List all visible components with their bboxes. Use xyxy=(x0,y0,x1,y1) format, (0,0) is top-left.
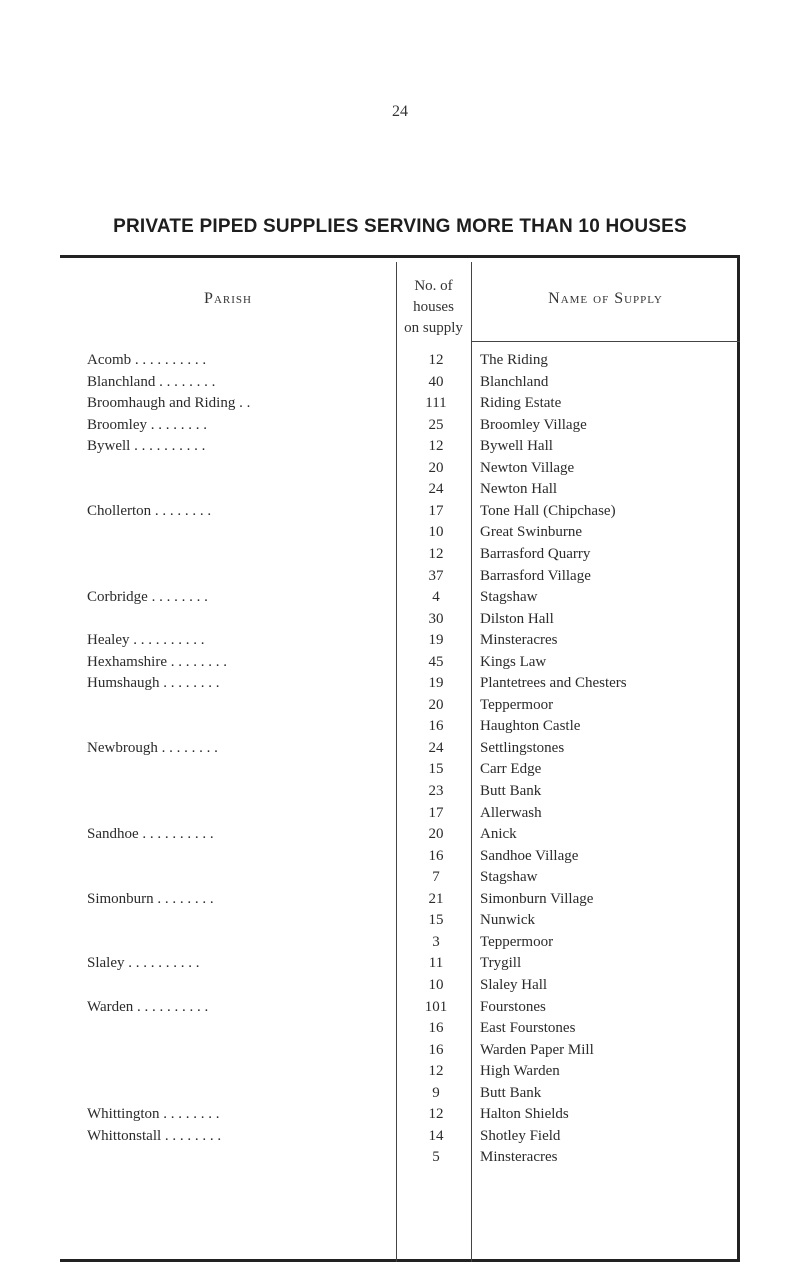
supply-cell: Butt Bank xyxy=(480,1084,542,1101)
houses-cell: 111 xyxy=(425,395,447,412)
supply-cell: Dilston Hall xyxy=(480,610,554,627)
table-row xyxy=(60,953,740,975)
supply-cell: Carr Edge xyxy=(480,761,542,778)
supply-cell: Warden Paper Mill xyxy=(480,1041,594,1058)
supply-cell: Tone Hall (Chipchase) xyxy=(480,502,616,519)
houses-cell: 16 xyxy=(428,1041,444,1058)
supply-cell: Stagshaw xyxy=(480,589,538,606)
houses-cell: 15 xyxy=(428,761,444,778)
parish-cell: Acomb . . . . . . . . . . xyxy=(87,352,207,368)
houses-cell: 7 xyxy=(432,869,440,886)
supply-cell: Sandhoe Village xyxy=(480,847,579,864)
houses-cell: 25 xyxy=(428,416,444,433)
table-row xyxy=(60,781,740,803)
supply-cell: East Fourstones xyxy=(480,1020,576,1037)
supply-cell: The Riding xyxy=(480,352,548,368)
supply-cell: Plantetrees and Chesters xyxy=(480,675,627,692)
parish-cell: Bywell . . . . . . . . . . xyxy=(87,438,206,455)
header-parish: Parish xyxy=(204,290,252,307)
houses-cell: 20 xyxy=(428,459,444,476)
houses-cell: 15 xyxy=(428,912,444,929)
parish-cell: Slaley . . . . . . . . . . xyxy=(87,955,200,972)
table-row xyxy=(60,673,740,695)
houses-cell: 4 xyxy=(432,589,440,606)
parish-cell: Simonburn . . . . . . . . xyxy=(87,890,214,907)
parish-cell: Humshaugh . . . . . . . . xyxy=(87,675,220,692)
table-row xyxy=(60,372,740,394)
table-row xyxy=(60,716,740,738)
table-row xyxy=(60,1061,740,1083)
houses-cell: 16 xyxy=(428,718,444,735)
houses-cell: 10 xyxy=(428,524,444,541)
houses-cell: 12 xyxy=(428,1063,444,1080)
houses-cell: 19 xyxy=(428,675,444,692)
table-row xyxy=(60,824,740,846)
houses-cell: 16 xyxy=(428,847,444,864)
supply-cell: Settlingstones xyxy=(480,739,565,756)
houses-cell: 3 xyxy=(432,933,440,950)
supply-cell: Barrasford Quarry xyxy=(480,545,591,562)
table-row xyxy=(60,932,740,954)
supply-cell: Anick xyxy=(480,826,517,843)
supply-cell: Newton Village xyxy=(480,459,575,476)
houses-cell: 21 xyxy=(428,890,444,907)
parish-cell: Whittonstall . . . . . . . . xyxy=(87,1127,222,1144)
supply-cell: Nunwick xyxy=(480,912,535,929)
parish-cell: Corbridge . . . . . . . . xyxy=(87,589,208,606)
table-row xyxy=(60,479,740,501)
table-row xyxy=(60,566,740,588)
supply-cell: Halton Shields xyxy=(480,1106,569,1123)
parish-cell: Healey . . . . . . . . . . xyxy=(87,632,205,649)
table-row xyxy=(60,695,740,717)
table-row xyxy=(60,1018,740,1040)
table-row xyxy=(60,1083,740,1105)
supply-cell: Great Swinburne xyxy=(480,524,583,541)
table-row xyxy=(60,1040,740,1062)
parish-cell: Newbrough . . . . . . . . xyxy=(87,739,218,756)
supply-cell: Newton Hall xyxy=(480,481,558,498)
table-row xyxy=(60,846,740,868)
table-row xyxy=(60,803,740,825)
supply-cell: Barrasford Village xyxy=(480,567,591,584)
supply-cell: Trygill xyxy=(480,955,522,972)
header-houses-line3: on supply xyxy=(404,320,463,336)
houses-cell: 20 xyxy=(428,826,444,843)
table-row xyxy=(60,1104,740,1126)
supply-cell: Shotley Field xyxy=(480,1127,561,1144)
parish-cell: Broomhaugh and Riding . . xyxy=(87,395,251,412)
supply-cell: Butt Bank xyxy=(480,783,542,799)
houses-cell: 16 xyxy=(428,1020,444,1037)
supply-cell: Minsteracres xyxy=(480,632,558,649)
houses-cell: 5 xyxy=(432,1149,440,1166)
houses-cell: 12 xyxy=(428,352,444,368)
header-houses xyxy=(396,276,471,339)
page-number: 24 xyxy=(392,103,408,120)
houses-cell: 9 xyxy=(432,1084,440,1101)
supply-cell: Allerwash xyxy=(480,804,542,821)
table-row xyxy=(60,1147,740,1169)
supply-cell: Haughton Castle xyxy=(480,718,581,735)
houses-cell: 12 xyxy=(428,1106,444,1123)
table-row xyxy=(60,415,740,437)
houses-cell: 11 xyxy=(428,955,444,972)
table-row xyxy=(60,910,740,932)
table-row xyxy=(60,867,740,889)
houses-cell: 37 xyxy=(428,567,444,584)
table-row xyxy=(60,975,740,997)
table-row xyxy=(60,393,740,415)
supply-cell: Kings Law xyxy=(480,653,547,670)
table-row xyxy=(60,1126,740,1148)
table-row xyxy=(60,522,740,544)
page-title: PRIVATE PIPED SUPPLIES SERVING MORE THAN 10 HOUSES xyxy=(113,216,687,237)
supply-cell: Stagshaw xyxy=(480,869,538,886)
houses-cell: 20 xyxy=(428,696,444,713)
supply-cell: Blanchland xyxy=(480,373,549,390)
supply-cell: Teppermoor xyxy=(480,696,554,713)
houses-cell: 40 xyxy=(428,373,444,390)
houses-cell: 101 xyxy=(424,998,448,1015)
parish-cell: Whittington . . . . . . . . xyxy=(87,1106,220,1123)
houses-cell: 23 xyxy=(428,783,444,799)
houses-cell: 24 xyxy=(428,739,444,756)
houses-cell: 12 xyxy=(428,545,444,562)
supply-cell: Slaley Hall xyxy=(480,976,548,993)
header-underline xyxy=(471,341,740,342)
parish-cell: Sandhoe . . . . . . . . . . xyxy=(87,826,214,843)
table-row xyxy=(60,501,740,523)
supply-cell: Broomley Village xyxy=(480,416,587,433)
houses-cell: 17 xyxy=(428,502,444,519)
table-row xyxy=(60,436,740,458)
table-row xyxy=(60,609,740,631)
houses-cell: 10 xyxy=(428,976,444,993)
houses-cell: 14 xyxy=(428,1127,444,1144)
houses-cell: 12 xyxy=(428,438,444,455)
houses-cell: 30 xyxy=(428,610,444,627)
header-supply: Name of Supply xyxy=(548,290,663,307)
supply-cell: High Warden xyxy=(480,1063,560,1080)
parish-cell: Warden . . . . . . . . . . xyxy=(87,998,209,1015)
table-row xyxy=(60,350,740,372)
table-row xyxy=(60,889,740,911)
supply-cell: Simonburn Village xyxy=(480,890,594,907)
houses-cell: 24 xyxy=(428,481,444,498)
header-houses-line1: No. of xyxy=(414,278,453,294)
table-row xyxy=(60,997,740,1019)
parish-cell: Blanchland . . . . . . . . xyxy=(87,373,216,390)
houses-cell: 45 xyxy=(428,653,444,670)
supply-cell: Bywell Hall xyxy=(480,438,553,455)
parish-cell: Hexhamshire . . . . . . . . xyxy=(87,653,227,670)
table-row xyxy=(60,587,740,609)
table-row xyxy=(60,458,740,480)
supply-cell: Riding Estate xyxy=(480,395,562,412)
houses-cell: 17 xyxy=(428,804,444,821)
supply-cell: Minsteracres xyxy=(480,1149,558,1166)
table-row xyxy=(60,759,740,781)
table-row xyxy=(60,738,740,760)
supply-cell: Teppermoor xyxy=(480,933,554,950)
supply-cell: Fourstones xyxy=(480,998,546,1015)
table-row xyxy=(60,544,740,566)
table-row xyxy=(60,652,740,674)
houses-cell: 19 xyxy=(428,632,444,649)
parish-cell: Broomley . . . . . . . . xyxy=(87,416,207,433)
parish-cell: Chollerton . . . . . . . . xyxy=(87,502,212,519)
header-houses-line2: houses xyxy=(413,299,454,315)
table-row xyxy=(60,630,740,652)
